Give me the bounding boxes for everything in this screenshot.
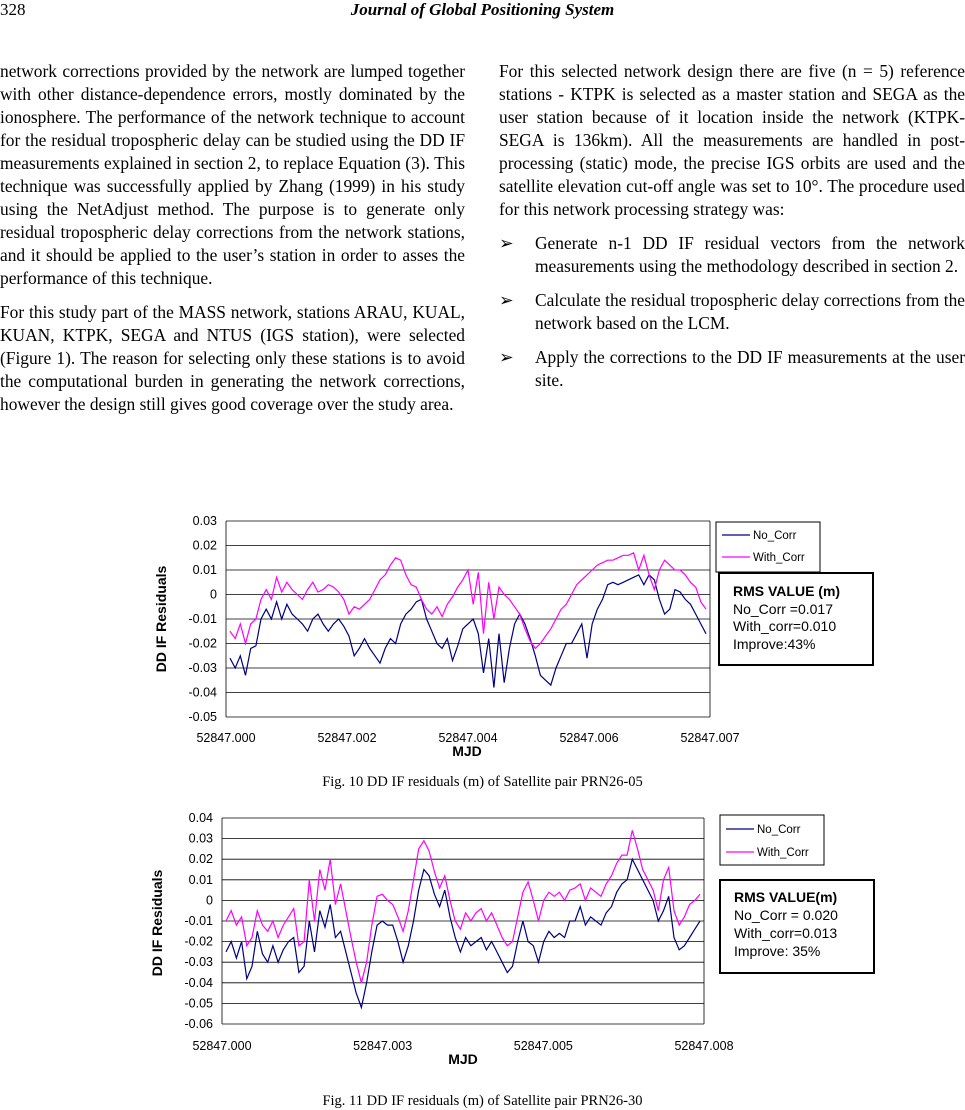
page-number: 328 [0, 0, 26, 19]
legend-label: No_Corr [757, 824, 801, 836]
x-tick-label: 52847.006 [559, 731, 619, 745]
y-tick-label: -0.03 [184, 955, 213, 970]
figure-caption: Fig. 10 DD IF residuals (m) of Satellite pair PRN26-05 [322, 774, 643, 790]
x-tick-label: 52847.008 [674, 1039, 734, 1053]
chart-fig11 [0, 805, 965, 1070]
x-tick-label: 52847.003 [353, 1039, 413, 1053]
journal-title: Journal of Global Positioning System [350, 0, 615, 19]
list-item [499, 232, 965, 278]
x-tick-label: 52847.007 [680, 731, 740, 745]
x-tick-label: 52847.002 [317, 731, 377, 745]
rms-line: No_Corr = 0.020 [734, 907, 838, 923]
rms-line: Improve: 35% [734, 943, 821, 959]
series-line-with-corr [230, 553, 706, 649]
list-item [499, 346, 965, 392]
legend [720, 815, 824, 865]
legend [716, 522, 820, 572]
paragraph: For this selected network design there are five (n = 5) reference stations - KTPK is selected as a master station and SEGA as the user station because of it location inside the network (KTPK-SEGA is 136km). All the measurements are handled in post-processing (static) mode, the precise IGS orbits are used and the satellite elevation cut-off angle was set to 10°. The procedure used for this network processing strategy was: [499, 61, 965, 219]
y-tick-label: 0.01 [188, 872, 213, 887]
rms-line: No_Corr =0.017 [733, 601, 834, 617]
y-tick-label: 0.03 [192, 514, 217, 528]
rms-line: With_corr=0.013 [734, 925, 838, 941]
figure-caption: Fig. 11 DD IF residuals (m) of Satellite pair PRN26-30 [322, 1093, 643, 1109]
list-item-text: Generate n-1 DD IF residual vectors from the network measurements using the methodology described in section 2. [535, 233, 965, 276]
arrow-bullet-icon: ➢ [499, 290, 514, 310]
y-axis-title: DD IF Residuals [149, 869, 165, 977]
list-item-text: Apply the corrections to the DD IF measurements at the user site. [535, 347, 965, 390]
list-item-text: Calculate the residual tropospheric delay corrections from the network based on the LCM. [535, 290, 965, 333]
y-tick-label: 0.02 [192, 538, 217, 553]
x-axis-title: MJD [452, 743, 482, 759]
y-tick-label: -0.01 [188, 612, 217, 626]
arrow-bullet-icon: ➢ [499, 347, 514, 367]
y-tick-label: -0.05 [184, 996, 213, 1011]
page-header [0, 0, 965, 24]
x-tick-label: 52847.000 [196, 731, 256, 745]
y-tick-label: 0 [210, 587, 217, 602]
y-tick-label: -0.04 [188, 685, 217, 700]
x-axis-title: MJD [448, 1051, 478, 1067]
y-tick-label: -0.04 [184, 975, 213, 990]
y-tick-label: 0 [206, 893, 213, 908]
legend-label: With_Corr [757, 847, 809, 859]
y-tick-label: 0.03 [188, 831, 213, 846]
rms-line: With_corr=0.010 [733, 618, 837, 634]
rms-box [719, 573, 873, 665]
y-tick-label: -0.01 [184, 914, 213, 928]
series-line-no-corr [230, 575, 706, 688]
procedure-list [499, 232, 965, 392]
x-tick-label: 52847.005 [513, 1039, 573, 1053]
y-tick-label: -0.02 [188, 636, 217, 651]
x-tick-label: 52847.004 [438, 731, 498, 745]
x-tick-label: 52847.000 [192, 1039, 252, 1053]
right-column [499, 60, 965, 403]
figure-10 [0, 510, 965, 760]
y-tick-label: -0.06 [184, 1017, 213, 1031]
paragraph: network corrections provided by the network are lumped together with other distance-dependence errors, mostly dominated by the ionosphere. The performance of the network technique to account for the residual tropospheric delay can be studied using the DD IF measurements explained in section 2, to replace Equation (3). This technique was successfully applied by Zhang (1999) in his study using the NetAdjust method. The purpose is to generate only residual tropospheric delay corrections from the network stations, and it should be applied to the user’s station in order to asses the performance of this technique. [0, 61, 465, 288]
y-axis-title: DD IF Residuals [153, 565, 169, 673]
arrow-bullet-icon: ➢ [499, 233, 514, 253]
y-tick-label: 0.02 [188, 852, 213, 867]
figure-11 [0, 805, 965, 1070]
y-tick-label: 0.04 [188, 811, 213, 825]
chart-fig10 [0, 510, 965, 760]
y-tick-label: -0.05 [188, 710, 217, 724]
y-tick-label: 0.01 [192, 563, 217, 577]
rms-title: RMS VALUE (m) [733, 583, 841, 599]
legend-label: With_Corr [753, 552, 805, 564]
left-column [0, 60, 465, 427]
list-item [499, 289, 965, 335]
y-tick-label: -0.02 [184, 934, 213, 949]
legend-label: No_Corr [753, 530, 797, 542]
y-tick-label: -0.03 [188, 661, 217, 675]
rms-line: Improve:43% [733, 636, 816, 652]
rms-box [720, 880, 874, 973]
paragraph: For this study part of the MASS network, stations ARAU, KUAL, KUAN, KTPK, SEGA and NTUS (IGS station), were selected (Figure 1). The reason for selecting only these stations is to avoid the computational burden in generating the network corrections, however the design still gives good coverage over the study area. [0, 302, 465, 414]
rms-title: RMS VALUE(m) [734, 889, 838, 905]
